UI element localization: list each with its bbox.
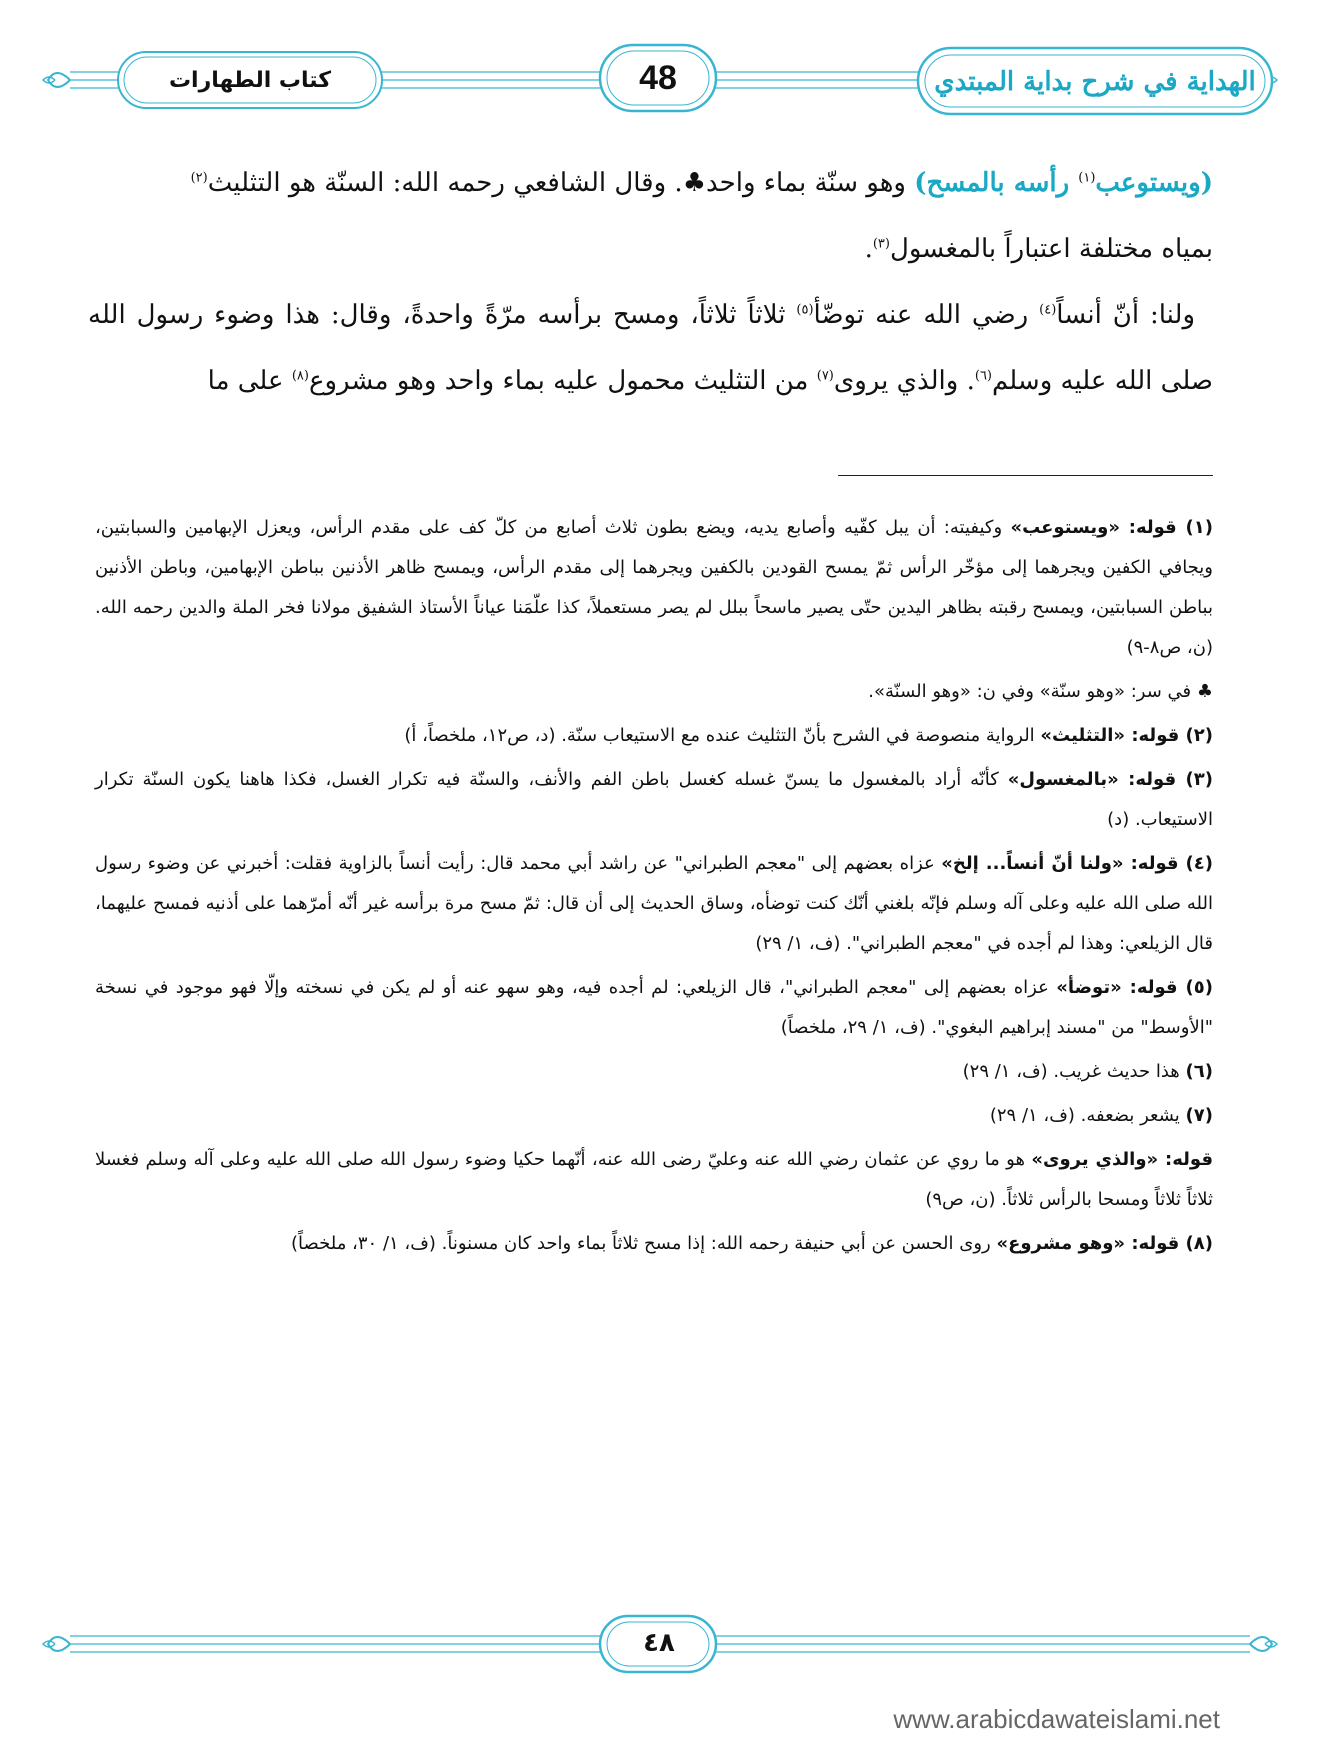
footnote-7-commentary xyxy=(95,1140,1213,1220)
footnote-ref-8: (٨) xyxy=(291,368,309,384)
footnote-7 xyxy=(95,1096,1213,1136)
footnote-8 xyxy=(95,1224,1213,1264)
book-title-logo: الهداية في شرح بداية المبتدي xyxy=(934,67,1256,97)
header-page-number: 48 xyxy=(639,58,677,97)
footnote-label: (٧) xyxy=(1185,1105,1213,1126)
footnote-ref-2: (٢) xyxy=(190,170,208,186)
footnote-label: (٢) قوله: «التثليث» xyxy=(1040,725,1213,746)
footnote-label: (٣) قوله: «بالمغسول» xyxy=(1007,769,1214,790)
footnote-5 xyxy=(95,968,1213,1048)
paragraph-text: وهو سنّة بماء واحد♣. وقال الشافعي رحمه الله: السنّة هو التثليث xyxy=(207,168,915,198)
footnote-text: هذا حديث غريب. (ف، ١/ ٢٩) xyxy=(962,1061,1186,1082)
paragraph-text: . والذي يروى xyxy=(833,366,975,396)
footnote-ref-6: (٦) xyxy=(974,368,992,384)
footnote-label: قوله: «والذي يروى» xyxy=(1031,1149,1213,1170)
footer-page-number: ٤٨ xyxy=(643,1628,675,1658)
page-header xyxy=(0,0,1320,130)
footnote-6 xyxy=(95,1052,1213,1092)
chapter-title: كتاب الطهارات xyxy=(168,67,332,93)
footnote-text: في سر: «وهو سنّة» وفي ن: «وهو السنّة». xyxy=(868,681,1197,702)
page-footer xyxy=(0,1608,1320,1734)
footnote-text: روى الحسن عن أبي حنيفة رحمه الله: إذا مسح ثلاثاً بماء واحد كان مسنوناً. (ف، ١/ ٣٠، ملخصاً) xyxy=(291,1233,997,1254)
footnote-ref-1: (١) xyxy=(1078,170,1096,186)
footnotes xyxy=(95,508,1213,1268)
footnote-label: (٨) قوله: «وهو مشروع» xyxy=(996,1233,1213,1254)
main-paragraph-3 xyxy=(88,282,1213,414)
footnote-label: (٥) قوله: «توضأ» xyxy=(1056,977,1213,998)
main-text xyxy=(88,150,1213,414)
footnote-text: كأنّه أراد بالمغسول ما يسنّ غسله كغسل باطن الفم والأنف، والسنّة فيه تكرار الغسل، فكذا هاهنا يكون السنّة تكرار الاستيعاب. (د) xyxy=(95,769,1213,830)
footnote-ref-5: (٥) xyxy=(796,302,814,318)
footnote-text: الرواية منصوصة في الشرح بأنّ التثليث عنده مع الاستيعاب سنّة. (د، ص١٢، ملخصاً، أ) xyxy=(404,725,1041,746)
footnote-text: عزاه بعضهم إلى "معجم الطبراني" عن راشد أبي محمد قال: رأيت أنساً بالزاوية فقلت: أخبرني عن وضوء رسول الله صلى الله عليه وعلى آله وسلم فإنّه بلغني أنّك كنت توضأه، وساق الحديث إلى أن قال: ثمّ مسح مرة برأسه غير أنّه أمرّهما على أذنيه فمسح عليهما، قال الزيلعي: وهذا لم أجده في "معجم الطبراني". (ف، ١/ ٢٩) xyxy=(95,853,1213,954)
paragraph-text: بمياه مختلفة اعتباراً بالمغسول xyxy=(889,234,1213,264)
paragraph-text: ثلاثاً ثلاثاً، ومسح برأسه مرّةً واحدةً، وقال: هذا وضوء رسول الله صلى الله عليه وسلم xyxy=(88,300,1213,396)
paragraph-text: . xyxy=(864,234,873,264)
footnote-ref-7: (٧) xyxy=(816,368,834,384)
paragraph-text: ولنا: أنّ أنساً xyxy=(1056,300,1195,330)
footnote-variant xyxy=(95,672,1213,712)
footnote-ref-4: (٤) xyxy=(1039,302,1057,318)
paragraph-text: من التثليث محمول عليه بماء واحد وهو مشروع xyxy=(308,366,817,396)
main-paragraph-2 xyxy=(88,216,1213,282)
main-paragraph-1 xyxy=(88,150,1213,216)
footnote-text: هو ما روي عن عثمان رضي الله عنه وعليّ رضى الله عنه، أنّهما حكيا وضوء رسول الله صلى الله عليه وعلى آله وسلم فغسلا ثلاثاً ثلاثاً ومسحا بالرأس ثلاثاً. (ن، ص٩) xyxy=(95,1149,1213,1210)
website-url: www.arabicdawateislami.net xyxy=(893,1704,1220,1734)
footnote-text: وكيفيته: أن يبل كفّيه وأصابع يديه، ويضع بطون ثلاث أصابع من كلّ كف على مقدم الرأس، ويعزل الإبهامين والسبابتين، ويجافي الكفين ويجرهما إلى مؤخّر الرأس ثمّ يمسح القودين بالكفين ويجرهما إلى مقدم الرأس، ويمسح ظاهر الأذنين بباطن الإبهامين، وباطن الأذنين بباطن السبابتين، ويمسح رقبته بظاهر اليدين حتّى يصير ماسحاً ببلل لم يصر مستعملاً، كذا علّمَنا عياناً الأستاذ الشفيق مولانا فخر الملة والدين رحمه الله. (ن، ص٨-٩) xyxy=(95,517,1213,658)
footnote-label: (١) قوله: «ويستوعب» xyxy=(1010,517,1213,538)
footnote-label: (٦) xyxy=(1185,1061,1213,1082)
footnote-1 xyxy=(95,508,1213,668)
footnote-3 xyxy=(95,760,1213,840)
footnote-separator xyxy=(838,475,1213,476)
matn-highlight-cont: رأسه بالمسح) xyxy=(914,168,1079,198)
paragraph-text: رضي الله عنه توضّأ xyxy=(813,300,1040,330)
club-symbol-icon: ♣ xyxy=(1196,681,1213,702)
footnote-ref-3: (٣) xyxy=(872,236,890,252)
footnote-4 xyxy=(95,844,1213,964)
footnote-2 xyxy=(95,716,1213,756)
matn-highlight: (ويستوعب xyxy=(1095,168,1213,198)
footnote-text: عزاه بعضهم إلى "معجم الطبراني"، قال الزيلعي: لم أجده فيه، وهو سهو عنه أو لم يكن في نسخته وإلّا فهو موجود في نسخة "الأوسط" من "مسند إبراهيم البغوي". (ف، ١/ ٢٩، ملخصاً) xyxy=(95,977,1213,1038)
paragraph-text: على ما xyxy=(207,366,292,396)
footnote-text: يشعر بضعفه. (ف، ١/ ٢٩) xyxy=(989,1105,1186,1126)
footnote-label: (٤) قوله: «ولنا أنّ أنساً... إلخ» xyxy=(941,853,1213,874)
